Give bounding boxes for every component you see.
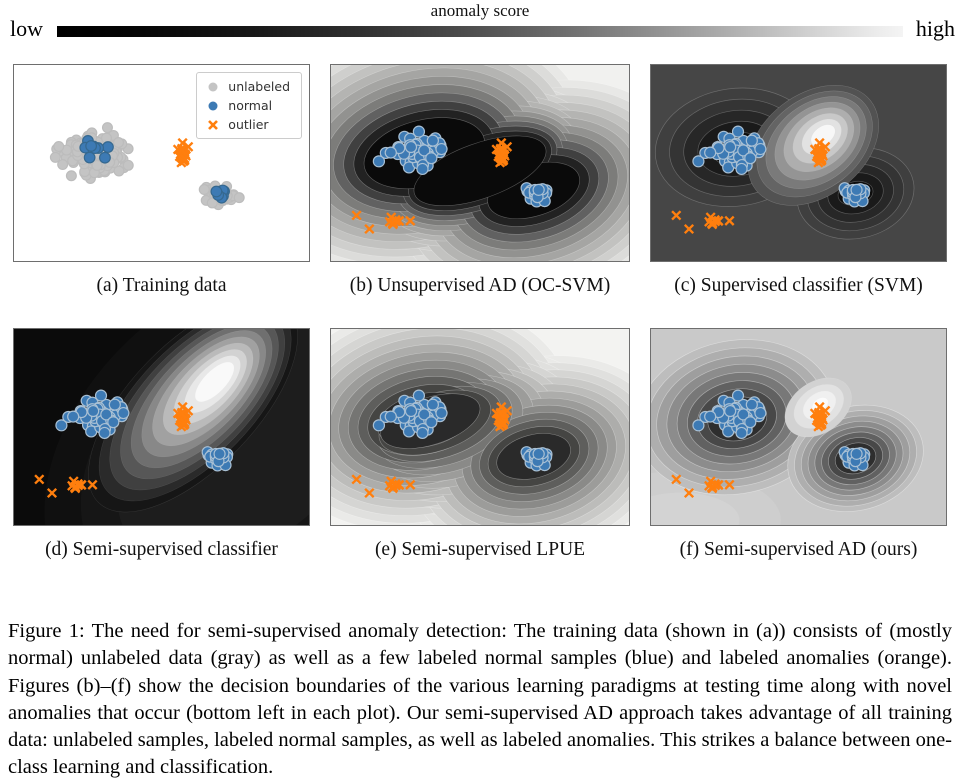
- subcaption-b: (b) Unsupervised AD (OC-SVM): [349, 275, 611, 296]
- figure-panel-grid: [0, 64, 960, 592]
- subcaption-f: (f) Semi-supervised AD (ours): [679, 539, 918, 560]
- legend-label: normal: [228, 98, 273, 113]
- normal-marker-icon: [206, 100, 220, 112]
- anomaly-score-colorbar-section: [0, 0, 960, 64]
- contour-plot-c: [651, 65, 946, 261]
- anomaly-score-gradient-bar: [57, 26, 903, 37]
- subcaption-d: (d) Semi-supervised classifier: [45, 539, 278, 560]
- subcaption-c: (c) Supervised classifier (SVM): [674, 275, 923, 296]
- legend-item-normal: [206, 98, 290, 113]
- contour-plot-b: [331, 65, 629, 261]
- contour-plot-d: [14, 329, 309, 525]
- colorbar-title: anomaly score: [430, 1, 530, 20]
- outlier-marker-icon: [206, 119, 220, 131]
- legend-item-outlier: [206, 117, 290, 132]
- legend: [196, 72, 302, 139]
- legend-label: outlier: [228, 117, 269, 132]
- contour-plot-e: [331, 329, 629, 525]
- plot-semisupervised-classifier: [13, 328, 310, 526]
- subcaption-a: (a) Training data: [96, 275, 227, 296]
- unlabeled-marker-icon: [206, 81, 220, 93]
- plot-training-data: [13, 64, 310, 262]
- plot-semisupervised-ad-ours: [650, 328, 947, 526]
- subcaption-e: (e) Semi-supervised LPUE: [374, 539, 586, 560]
- subfigure-d: [13, 328, 310, 592]
- subfigure-e: [330, 328, 630, 592]
- colorbar-low-label: low: [10, 16, 43, 41]
- subfigure-f: [650, 328, 947, 592]
- subfigure-b: [330, 64, 630, 328]
- subfigure-a: [13, 64, 310, 328]
- contour-plot-f: [651, 329, 946, 525]
- colorbar-high-label: high: [915, 16, 955, 41]
- figure-caption: Figure 1: The need for semi-supervised anomaly detection: The training data (shown in (a)) consists of (mostly normal) unlabeled data (gray) as well as a few labeled normal samples (blue) and labeled anomalies (orange). Figures (b)–(f) show the decision boundaries of the various learning paradigms at testing time along with novel anomalies that occur (bottom left in each plot). Our semi-supervised AD approach takes advantage of all training data: unlabeled samples, labeled normal samples, as well as labeled anomalies. This strikes a balance between one-class learning and classification.: [8, 620, 953, 779]
- plot-semisupervised-lpue: [330, 328, 630, 526]
- plot-unsupervised-ocsvm: [330, 64, 630, 262]
- subfigure-c: [650, 64, 947, 328]
- legend-item-unlabeled: [206, 79, 290, 94]
- plot-supervised-svm: [650, 64, 947, 262]
- legend-label: unlabeled: [228, 79, 290, 94]
